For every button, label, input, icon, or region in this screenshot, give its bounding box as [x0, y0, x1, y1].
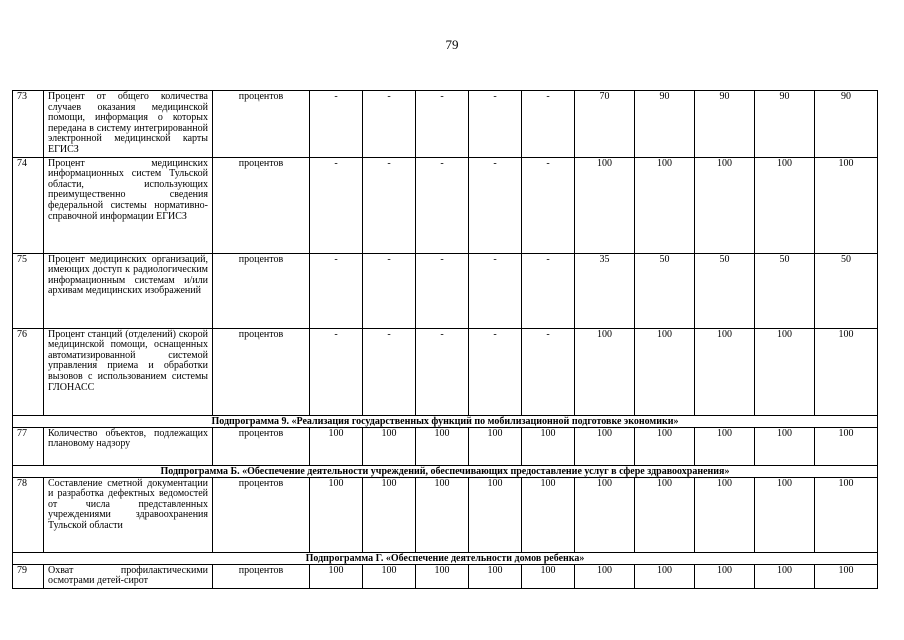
value-cell: - — [522, 253, 575, 328]
unit-cell: процентов — [213, 253, 310, 328]
subprogram-title: Подпрограмма Б. «Обеспечение деятельности учреждений, обеспечивающих предоставление услуг в сфере здравоохранения» — [13, 465, 878, 477]
indicator-name: Процент от общего количества случаев оказания медицинской помощи, информация о которых передана в систему интегрированной электронной медицинской карты ЕГИСЗ — [44, 91, 213, 158]
value-cell: 100 — [575, 427, 635, 465]
value-cell: 90 — [755, 91, 815, 158]
value-cell: 100 — [695, 427, 755, 465]
value-cell: - — [310, 91, 363, 158]
indicator-name: Охват профилактическими осмотрами детей-сирот — [44, 564, 213, 588]
row-number: 75 — [13, 253, 44, 328]
value-cell: - — [522, 328, 575, 415]
unit-cell: процентов — [213, 328, 310, 415]
subprogram-header-row — [13, 465, 878, 477]
value-cell: - — [363, 157, 416, 253]
value-cell: 100 — [755, 427, 815, 465]
value-cell: 100 — [363, 477, 416, 552]
value-cell: 100 — [755, 157, 815, 253]
indicators-table — [12, 90, 878, 589]
value-cell: - — [522, 157, 575, 253]
value-cell: 100 — [416, 564, 469, 588]
value-cell: 100 — [522, 477, 575, 552]
value-cell: 100 — [575, 477, 635, 552]
value-cell: 90 — [695, 91, 755, 158]
value-cell: 100 — [635, 564, 695, 588]
value-cell: 100 — [363, 564, 416, 588]
indicator-name: Процент медицинских информационных систем Тульской области, использующих преимущественно сведения федеральной системы нормативно-справочной информации ЕГИСЗ — [44, 157, 213, 253]
value-cell: 70 — [575, 91, 635, 158]
value-cell: - — [469, 91, 522, 158]
value-cell: 100 — [522, 427, 575, 465]
value-cell: 100 — [363, 427, 416, 465]
value-cell: 100 — [755, 564, 815, 588]
value-cell: 100 — [755, 477, 815, 552]
value-cell: - — [469, 157, 522, 253]
value-cell: 100 — [695, 477, 755, 552]
value-cell: 50 — [635, 253, 695, 328]
value-cell: - — [363, 328, 416, 415]
subprogram-title: Подпрограмма 9. «Реализация государственных функций по мобилизационной подготовке экономики» — [13, 415, 878, 427]
value-cell: 100 — [815, 564, 878, 588]
unit-cell: процентов — [213, 427, 310, 465]
value-cell: - — [363, 253, 416, 328]
value-cell: - — [522, 91, 575, 158]
value-cell: 100 — [815, 328, 878, 415]
value-cell: 100 — [695, 564, 755, 588]
value-cell: 90 — [635, 91, 695, 158]
value-cell: - — [416, 253, 469, 328]
row-number: 79 — [13, 564, 44, 588]
unit-cell: процентов — [213, 564, 310, 588]
indicator-name: Количество объектов, подлежащих плановому надзору — [44, 427, 213, 465]
value-cell: 100 — [310, 477, 363, 552]
value-cell: 100 — [416, 427, 469, 465]
value-cell: - — [416, 91, 469, 158]
value-cell: 100 — [635, 427, 695, 465]
table-row — [13, 328, 878, 415]
table-row — [13, 477, 878, 552]
value-cell: 100 — [310, 564, 363, 588]
value-cell: 100 — [469, 564, 522, 588]
subprogram-header-row — [13, 415, 878, 427]
subprogram-title: Подпрограмма Г. «Обеспечение деятельности домов ребенка» — [13, 552, 878, 564]
value-cell: 100 — [522, 564, 575, 588]
value-cell: 100 — [416, 477, 469, 552]
row-number: 78 — [13, 477, 44, 552]
value-cell: 50 — [695, 253, 755, 328]
value-cell: 100 — [815, 427, 878, 465]
row-number: 73 — [13, 91, 44, 158]
value-cell: 50 — [815, 253, 878, 328]
value-cell: 100 — [575, 328, 635, 415]
value-cell: 50 — [755, 253, 815, 328]
value-cell: 100 — [695, 328, 755, 415]
table-row — [13, 157, 878, 253]
value-cell: - — [310, 253, 363, 328]
indicator-name: Процент станций (отделений) скорой медицинской помощи, оснащенных автоматизированной системой управления приема и обработки вызовов с использованием системы ГЛОНАСС — [44, 328, 213, 415]
table-row — [13, 253, 878, 328]
value-cell: 100 — [575, 564, 635, 588]
value-cell: 100 — [469, 427, 522, 465]
value-cell: 100 — [755, 328, 815, 415]
table-row — [13, 564, 878, 588]
value-cell: 100 — [695, 157, 755, 253]
unit-cell: процентов — [213, 157, 310, 253]
value-cell: - — [363, 91, 416, 158]
unit-cell: процентов — [213, 91, 310, 158]
indicator-name: Процент медицинских организаций, имеющих доступ к радиологическим информационным системам и/или архивам медицинских изображений — [44, 253, 213, 328]
table-row — [13, 427, 878, 465]
indicator-name: Составление сметной документации и разработка дефектных ведомостей от числа представленных учреждениями здравоохранения Тульской области — [44, 477, 213, 552]
value-cell: - — [469, 328, 522, 415]
value-cell: - — [469, 253, 522, 328]
value-cell: 35 — [575, 253, 635, 328]
unit-cell: процентов — [213, 477, 310, 552]
value-cell: 100 — [635, 157, 695, 253]
subprogram-header-row — [13, 552, 878, 564]
value-cell: 100 — [635, 328, 695, 415]
row-number: 76 — [13, 328, 44, 415]
value-cell: - — [310, 328, 363, 415]
value-cell: 100 — [310, 427, 363, 465]
value-cell: 90 — [815, 91, 878, 158]
value-cell: - — [416, 157, 469, 253]
value-cell: - — [416, 328, 469, 415]
value-cell: 100 — [575, 157, 635, 253]
row-number: 77 — [13, 427, 44, 465]
table-row — [13, 91, 878, 158]
value-cell: 100 — [635, 477, 695, 552]
row-number: 74 — [13, 157, 44, 253]
page-number: 79 — [445, 37, 459, 52]
value-cell: 100 — [815, 157, 878, 253]
value-cell: - — [310, 157, 363, 253]
value-cell: 100 — [469, 477, 522, 552]
value-cell: 100 — [815, 477, 878, 552]
